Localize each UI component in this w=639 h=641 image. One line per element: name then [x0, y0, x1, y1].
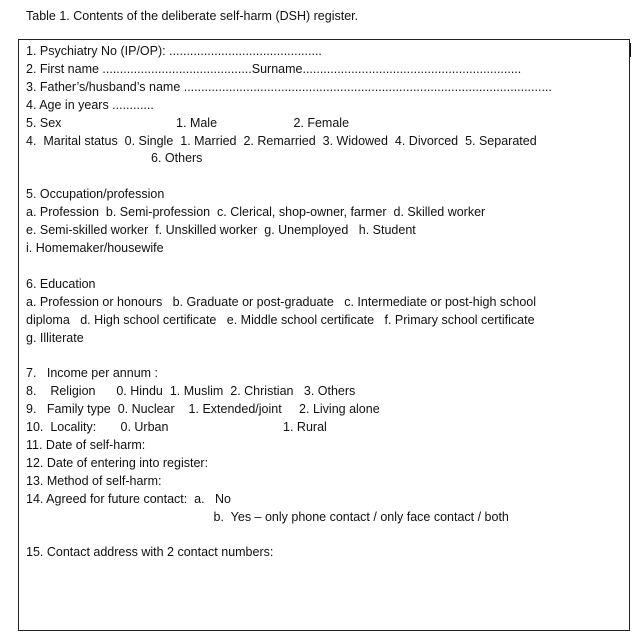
field-date-register: 12. Date of entering into register: [26, 456, 209, 470]
section-education: 6. Education [26, 277, 96, 291]
field-name: 2. First name ...........................................Surname............................................................... [26, 62, 522, 76]
occupation-options-2: e. Semi-skilled worker f. Unskilled worker g. Unemployed h. Student [26, 223, 416, 237]
table-caption: Table 1. Contents of the deliberate self-harm (DSH) register. [26, 9, 359, 23]
field-psychiatry-no: 1. Psychiatry No (IP/OP): ............................................ [26, 44, 322, 58]
field-marital-status: 4. Marital status 0. Single 1. Married 2. Remarried 3. Widowed 4. Divorced 5. Separated [26, 134, 537, 148]
field-age: 4. Age in years ............ [26, 98, 154, 112]
field-method: 13. Method of self-harm: [26, 474, 162, 488]
field-future-contact: 14. Agreed for future contact: a. No [26, 492, 231, 506]
section-occupation: 5. Occupation/profession [26, 187, 165, 201]
field-father-husband: 3. Father’s/husband’s name .......................................................................................................... [26, 80, 552, 94]
education-options-3: g. Illiterate [26, 331, 84, 345]
field-marital-others: 6. Others [26, 151, 203, 165]
occupation-options-1: a. Profession b. Semi-profession c. Clerical, shop-owner, farmer d. Skilled worker [26, 205, 486, 219]
education-options-2: diploma d. High school certificate e. Middle school certificate f. Primary school certificate [26, 313, 535, 327]
education-options-1: a. Profession or honours b. Graduate or post-graduate c. Intermediate or post-high school [26, 295, 537, 309]
field-contact-address: 15. Contact address with 2 contact numbers: [26, 545, 274, 559]
field-income: 7. Income per annum : [26, 366, 159, 380]
occupation-options-3: i. Homemaker/housewife [26, 241, 164, 255]
field-contact-yes: b. Yes – only phone contact / only face contact / both [26, 510, 509, 524]
register-form-box [18, 39, 630, 631]
field-family-type: 9. Family type 0. Nuclear 1. Extended/joint 2. Living alone [26, 402, 380, 416]
field-sex: 5. Sex 1. Male 2. Female [26, 116, 350, 130]
field-date-self-harm: 11. Date of self-harm: [26, 438, 146, 452]
field-religion: 8. Religion 0. Hindu 1. Muslim 2. Christian 3. Others [26, 384, 356, 398]
field-locality: 10. Locality: 0. Urban 1. Rural [26, 420, 327, 434]
